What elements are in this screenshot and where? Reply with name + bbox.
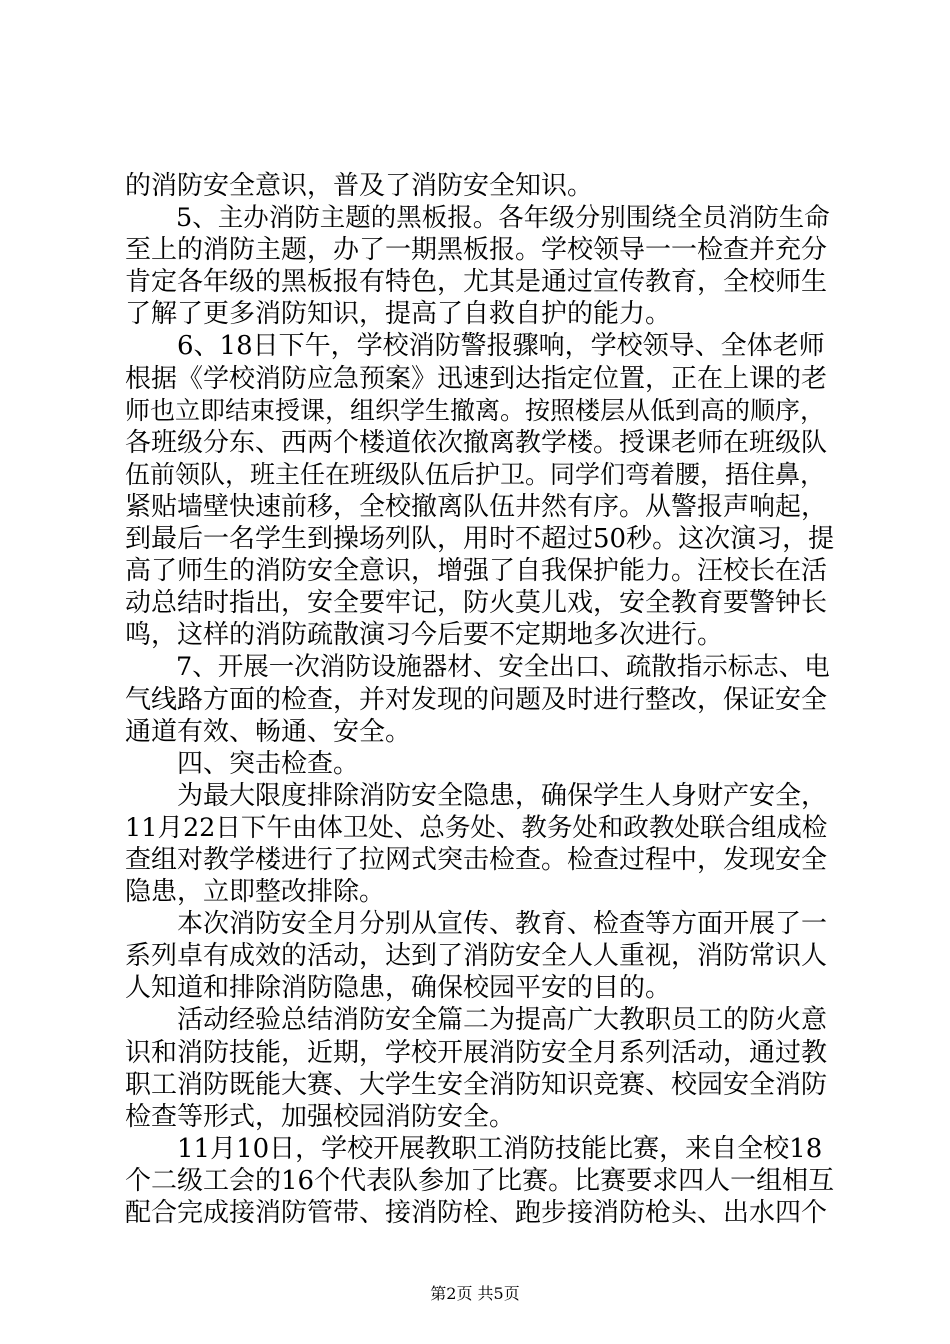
document-body: [125, 170, 835, 1229]
text-line: 气线路方面的检查，并对发现的问题及时进行整改，保证安全: [125, 684, 828, 715]
text-line: 识和消防技能，近期，学校开展消防安全月系列活动，通过教: [125, 1037, 828, 1068]
text-line: 检查等形式，加强校园消防安全。: [125, 1101, 516, 1132]
text-line: 为最大限度排除消防安全隐患，确保学生人身财产安全，: [125, 780, 828, 811]
text-line: 师也立即结束授课，组织学生撤离。按照楼层从低到高的顺序，: [125, 395, 826, 425]
text-line: 查组对教学楼进行了拉网式突击检查。检查过程中，发现安全: [125, 844, 828, 875]
text-line: 根据《学校消防应急预案》迅速到达指定位置，正在上课的老: [125, 363, 828, 394]
text-line: 高了师生的消防安全意识，增强了自我保护能力。汪校长在活: [125, 556, 828, 587]
text-line: 通道有效、畅通、安全。: [125, 716, 412, 747]
text-line: 了解了更多消防知识，提高了自救自护的能力。: [125, 299, 672, 330]
text-line: 人知道和排除消防隐患，确保校园平安的目的。: [125, 973, 672, 1004]
text-line: 职工消防既能大赛、大学生安全消防知识竞赛、校园安全消防: [125, 1069, 828, 1100]
text-line: 到最后一名学生到操场列队，用时不超过50秒。这次演习，提: [125, 524, 835, 555]
text-line: 11月10日，学校开展教职工消防技能比赛，来自全校18: [125, 1133, 823, 1164]
text-line: 紧贴墙壁快速前移，全校撤离队伍井然有序。从警报声响起，: [125, 491, 828, 522]
text-line: 各班级分东、西两个楼道依次撤离教学楼。授课老师在班级队: [125, 427, 828, 458]
text-line: 配合完成接消防管带、接消防栓、跑步接消防枪头、出水四个: [125, 1198, 828, 1228]
text-line: 个二级工会的16个代表队参加了比赛。比赛要求四人一组相互: [125, 1165, 835, 1196]
text-line: 动总结时指出，安全要牢记，防火莫儿戏，安全教育要警钟长: [125, 588, 828, 619]
text-line: 11月22日下午由体卫处、总务处、教务处和政教处联合组成检: [125, 812, 828, 843]
text-line: 系列卓有成效的活动，达到了消防安全人人重视，消防常识人: [125, 941, 828, 972]
text-line: 伍前领队，班主任在班级队伍后护卫。同学们弯着腰，捂住鼻，: [125, 459, 826, 489]
text-line: 5、主办消防主题的黑板报。各年级分别围绕全员消防生命: [125, 203, 830, 234]
text-line: 本次消防安全月分别从宣传、教育、检查等方面开展了一: [125, 909, 828, 940]
page-footer: 第2页 共5页: [430, 1284, 520, 1303]
text-line: 7、开展一次消防设施器材、安全出口、疏散指示标志、电: [125, 652, 830, 683]
text-line: 至上的消防主题，办了一期黑板报。学校领导一一检查并充分: [125, 235, 828, 266]
text-line: 鸣，这样的消防疏散演习今后要不定期地多次进行。: [125, 620, 724, 651]
text-line: 肯定各年级的黑板报有特色，尤其是通过宣传教育，全校师生: [125, 267, 828, 298]
text-line: 的消防安全意识，普及了消防安全知识。: [125, 171, 594, 201]
text-line: 活动经验总结消防安全篇二为提高广大教职员工的防火意: [125, 1005, 828, 1036]
text-line: 四、突击检查。: [125, 748, 360, 779]
text-line: 隐患，立即整改排除。: [125, 877, 386, 908]
text-line: 6、18日下午，学校消防警报骤响，学校领导、全体老师: [125, 331, 825, 362]
